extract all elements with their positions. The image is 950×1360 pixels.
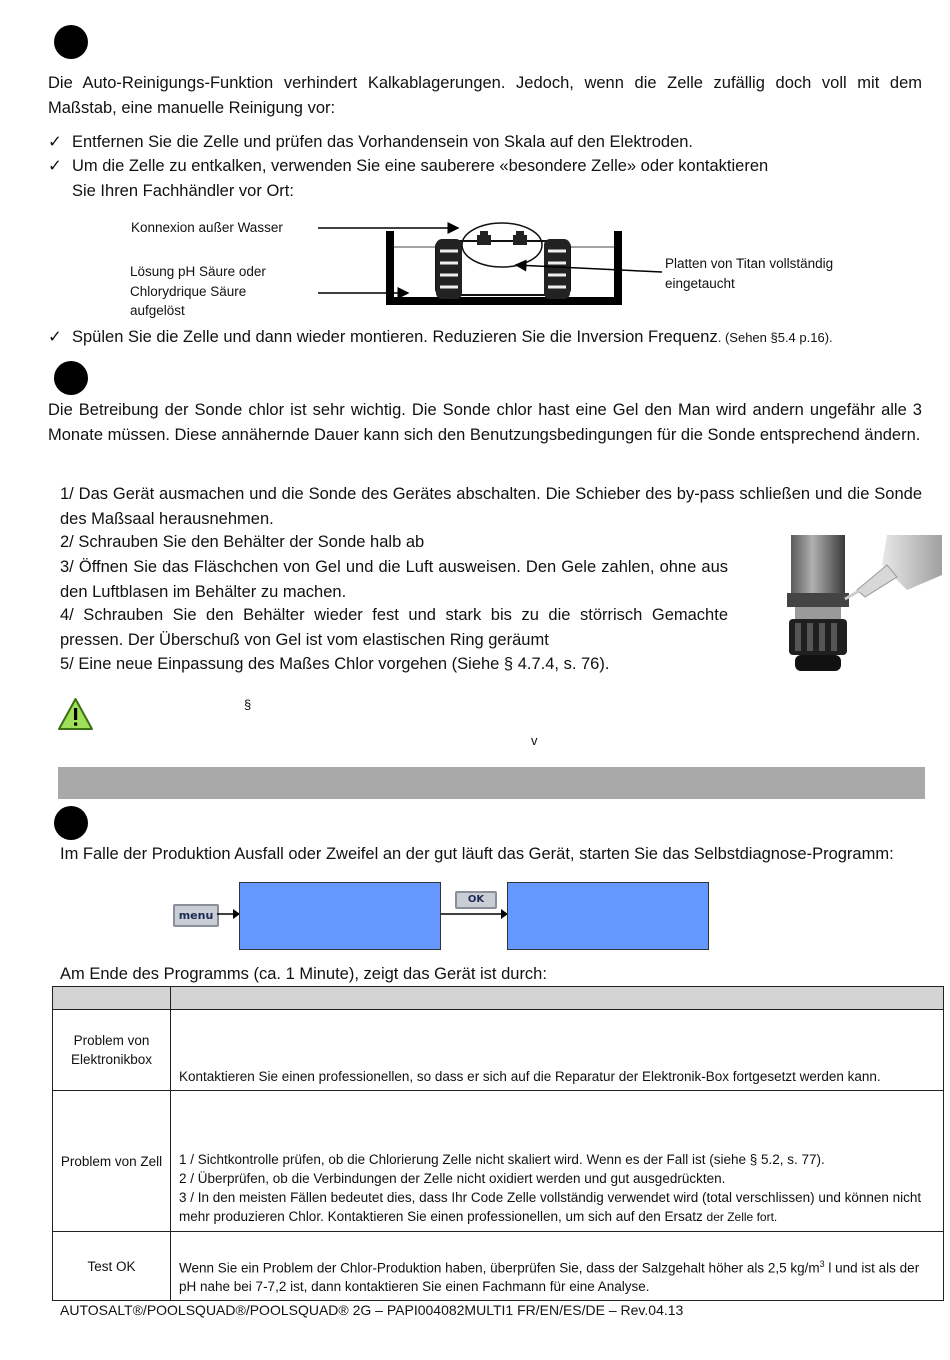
- section-bullet-1: [54, 25, 88, 59]
- cell-cleaning-diagram: [300, 215, 680, 315]
- section-bullet-3: [54, 806, 88, 840]
- ok-button[interactable]: OK: [455, 891, 497, 909]
- label-loesung: Lösung pH Säure oder Chlorydrique Säure aufgelöst: [130, 264, 266, 318]
- check-item-2: ✓ Um die Zelle zu entkalken, verwenden Sie eine sauberere «besondere Zelle» oder kontaktieren: [48, 154, 768, 179]
- probe-gel-photo: [787, 535, 942, 675]
- section2-intro: Die Betreibung der Sonde chlor ist sehr wichtig. Die Sonde chlor hast eine Gel den Man wird andern ungefähr alle 3 Monate müssen. Diese annähernde Dauer kann sich den Benutzungsbedingungen für die Sonde entsprechend ändern.: [48, 401, 922, 444]
- step-3: 3/ Öffnen Sie das Fläschchen von Gel und die Luft ausweisen. Den Gele zahlen, ohne aus den Luftblasen im Behälter zu machen.: [60, 558, 728, 601]
- problem-cell: Problem von Zell: [53, 1091, 171, 1232]
- section3-end-text: Am Ende des Programms (ca. 1 Minute), zeigt das Gerät ist durch:: [60, 965, 547, 983]
- label-platten: Platten von Titan vollständig eingetaucht: [665, 256, 834, 291]
- page-footer: AUTOSALT®/POOLSQUAD®/POOLSQUAD® 2G – PAPI004082MULTI1 FR/EN/ES/DE – Rev.04.13: [60, 1302, 684, 1318]
- table-header-cell: [53, 987, 171, 1010]
- check-item-3: ✓ Spülen Sie die Zelle und dann wieder montieren. Reduzieren Sie die Inversion Frequenz. (Sehen §5.4 p.16).: [48, 325, 833, 351]
- step-1: 1/ Das Gerät ausmachen und die Sonde des Gerätes abschalten. Die Schieber des by-pass schließen und die Sonde des Maßsaal herausnehmen.: [60, 485, 922, 528]
- label-connexion: Konnexion außer Wasser: [131, 220, 283, 235]
- table-row: [53, 1232, 944, 1301]
- arrow-right-icon: [217, 908, 241, 920]
- warning-mark-2: v: [531, 733, 538, 748]
- table-row: [53, 1091, 944, 1232]
- arrow-right-icon: [441, 908, 509, 920]
- step-2: 2/ Schrauben Sie den Behälter der Sonde halb ab: [60, 533, 425, 551]
- solution-cell: 1 / Sichtkontrolle prüfen, ob die Chlorierung Zelle nicht skaliert wird. Wenn es der Fall ist (siehe § 5.2, s. 77). 2 / Überprüfen, ob die Verbindungen der Zelle nicht oxidiert werden und gut ausgedrückten. 3 / In den meisten Fällen bedeutet dies, dass Ihr Code Zelle vollständig verwendet wird (total verschlissen) und können nicht mehr produzieren Chlor. Kontaktieren Sie einen professionellen, um sich auf den Ersatz der Zelle fort.: [171, 1091, 944, 1232]
- section-header-bar: [58, 767, 925, 799]
- section-bullet-2: [54, 361, 88, 395]
- warning-icon: [57, 697, 94, 731]
- warning-mark-1: §: [244, 697, 252, 712]
- table-header-row: [53, 987, 944, 1010]
- lcd-screen-1: [239, 882, 441, 950]
- section1-intro: Die Auto-Reinigungs-Funktion verhindert Kalkablagerungen. Jedoch, wenn die Zelle zufällig doch voll mit dem Maßstab, eine manuelle Reinigung vor:: [48, 74, 922, 117]
- check-icon: ✓: [48, 157, 62, 175]
- check-icon: ✓: [48, 133, 62, 151]
- problem-cell: Problem von Elektronikbox: [53, 1010, 171, 1091]
- table-header-cell: [171, 987, 944, 1010]
- check-item-1: ✓ Entfernen Sie die Zelle und prüfen das Vorhandensein von Skala auf den Elektroden.: [48, 130, 693, 155]
- diagnosis-table: [52, 986, 944, 1301]
- lcd-screen-2: [507, 882, 709, 950]
- check-icon: ✓: [48, 328, 62, 346]
- solution-cell: Kontaktieren Sie einen professionellen, so dass er sich auf die Reparatur der Elektronik-Box fortgesetzt werden kann.: [171, 1010, 944, 1091]
- problem-cell: Test OK: [53, 1232, 171, 1301]
- solution-cell: Wenn Sie ein Problem der Chlor-Produktion haben, überprüfen Sie, dass der Salzgehalt höher als 2,5 $kg/m^3$ l und ist als der pH nahe bei 7-7,2 ist, dann kontaktieren Sie einen Fachmann für eine Analyse.: [171, 1232, 944, 1301]
- check-item-2-cont: Sie Ihren Fachhändler vor Ort:: [72, 182, 294, 200]
- table-row: [53, 1010, 944, 1091]
- step-5: 5/ Eine neue Einpassung des Maßes Chlor vorgehen (Siehe § 4.7.4, s. 76).: [60, 655, 610, 673]
- section3-intro: Im Falle der Produktion Ausfall oder Zweifel an der gut läuft das Gerät, starten Sie das Selbstdiagnose-Programm:: [60, 845, 894, 863]
- step-4: 4/ Schrauben Sie den Behälter wieder fest und stark bis zu die störrisch Gemachte pressen. Der Überschuß von Gel ist vom elastischen Ring geräumt: [60, 606, 728, 649]
- menu-button[interactable]: menu: [173, 904, 219, 927]
